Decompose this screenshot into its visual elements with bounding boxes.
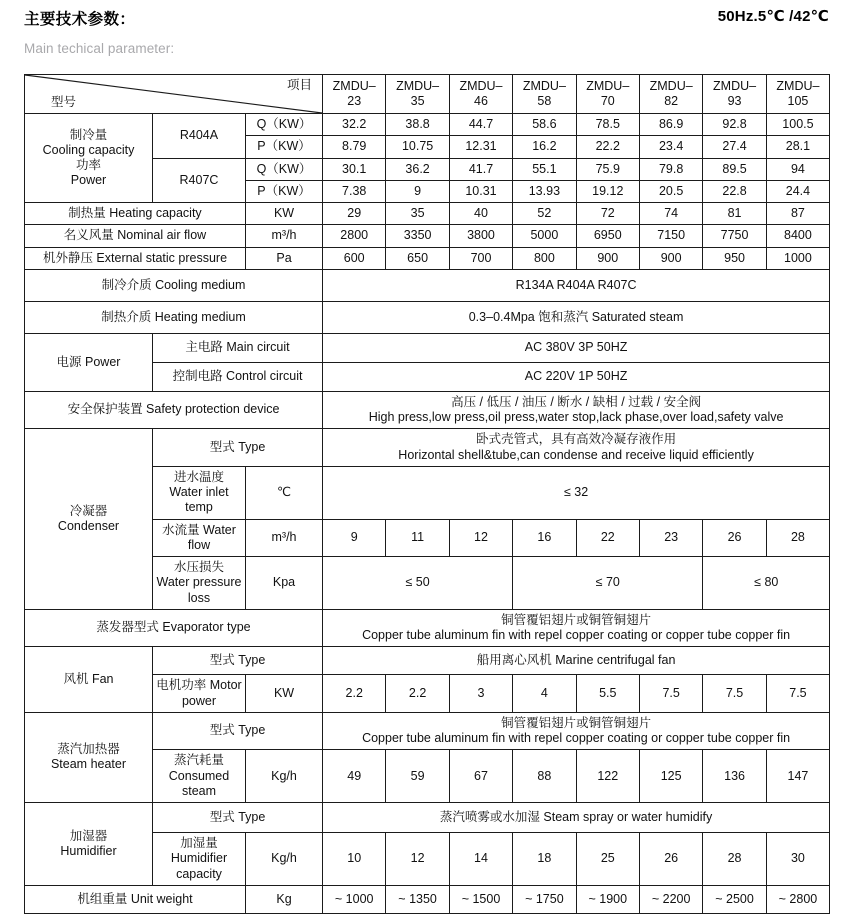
unit-q-kw: Q（KW） (246, 158, 323, 180)
table-row-fan-type (25, 647, 830, 675)
consumed-steam-cn: 蒸汽耗量 (173, 753, 224, 768)
cell-humid-8: 30 (766, 833, 829, 886)
consumed-steam-label (153, 750, 246, 803)
model-number: 82 (664, 94, 679, 108)
cell-r407c-p-1: 7.38 (323, 180, 386, 202)
cell-weight-8: ~ 2800 (766, 885, 829, 913)
cell-steam-6: 125 (639, 750, 702, 803)
pressure-loss-unit: Kpa (246, 557, 323, 610)
cell-esp-7: 950 (703, 247, 766, 269)
humidifier-cn: 加湿器 (69, 828, 108, 843)
cell-r407c-p-8: 24.4 (766, 180, 829, 202)
water-flow-label: 水流量 Water flow (153, 519, 246, 557)
cell-esp-8: 1000 (766, 247, 829, 269)
cell-waterflow-1: 9 (323, 519, 386, 557)
table-row-air-flow (25, 225, 830, 247)
motor-power-label: 电机功率 Motor power (153, 675, 246, 713)
cell-steam-4: 88 (513, 750, 576, 803)
copper-fin-cn: 铜管覆铝翅片或铜管铜翅片 (501, 715, 652, 730)
main-circuit-value: AC 380V 3P 50HZ (323, 333, 830, 362)
humidifier-type-value: 蒸汽喷雾或水加湿 Steam spray or water humidify (323, 803, 830, 833)
heating-capacity-unit: KW (246, 203, 323, 225)
operating-condition-label: 50Hz.5℃ /42℃ (717, 8, 829, 25)
cell-r404a-p-8: 28.1 (766, 136, 829, 158)
cell-motor-2: 2.2 (386, 675, 449, 713)
evaporator-type-label: 蒸发器型式 Evaporator type (25, 609, 323, 647)
pressure-loss-label (153, 557, 246, 610)
cell-motor-8: 7.5 (766, 675, 829, 713)
cell-r407c-p-7: 22.8 (703, 180, 766, 202)
steam-heater-type-label: 型式 Type (153, 712, 323, 750)
steam-heater-type-value (323, 712, 830, 750)
cell-steam-8: 147 (766, 750, 829, 803)
cell-weight-3: ~ 1500 (449, 885, 512, 913)
copper-fin-en: Copper tube aluminum fin with repel copper coating or copper tube copper fin (362, 628, 791, 642)
cell-airflow-4: 5000 (513, 225, 576, 247)
cell-r407c-q-1: 30.1 (323, 158, 386, 180)
page-header (24, 0, 829, 37)
pressure-loss-group-1: ≤ 50 (323, 557, 513, 610)
model-header-1 (323, 75, 386, 114)
table-row-cooling-medium (25, 269, 830, 301)
cell-airflow-6: 7150 (639, 225, 702, 247)
cell-steam-1: 49 (323, 750, 386, 803)
air-flow-label: 名义风量 Nominal air flow (25, 225, 246, 247)
cell-weight-5: ~ 1900 (576, 885, 639, 913)
steam-heater-cn: 蒸汽加热器 (57, 742, 120, 757)
air-flow-unit: m³/h (246, 225, 323, 247)
cell-waterflow-4: 16 (513, 519, 576, 557)
pressure-loss-en: Water pressure loss (156, 575, 242, 605)
cell-r407c-p-6: 20.5 (639, 180, 702, 202)
water-inlet-unit: ℃ (246, 466, 323, 519)
condenser-label-cn: 冷凝器 (69, 503, 108, 518)
cell-r407c-p-3: 10.31 (449, 180, 512, 202)
copper-fin-en: Copper tube aluminum fin with repel copper coating or copper tube copper fin (362, 731, 791, 745)
heating-medium-value: 0.3–0.4Mpa 饱和蒸汽 Saturated steam (323, 301, 830, 333)
consumed-steam-unit: Kg/h (246, 750, 323, 803)
fan-type-label: 型式 Type (153, 647, 323, 675)
table-row-condenser-type (25, 429, 830, 467)
cell-heating-5: 72 (576, 203, 639, 225)
cell-r404a-q-1: 32.2 (323, 114, 386, 136)
column-axis-label: 项目 (287, 78, 313, 92)
cell-esp-2: 650 (386, 247, 449, 269)
table-row-humidifier-type (25, 803, 830, 833)
unit-weight-unit: Kg (246, 885, 323, 913)
table-row-safety-protection (25, 391, 830, 429)
water-flow-unit: m³/h (246, 519, 323, 557)
cell-heating-4: 52 (513, 203, 576, 225)
main-circuit-label: 主电路 Main circuit (153, 333, 323, 362)
cell-waterflow-5: 22 (576, 519, 639, 557)
cell-r407c-q-7: 89.5 (703, 158, 766, 180)
cell-waterflow-7: 26 (703, 519, 766, 557)
cell-airflow-7: 7750 (703, 225, 766, 247)
cell-airflow-2: 3350 (386, 225, 449, 247)
table-header-row (25, 75, 830, 114)
steam-heater-en: Steam heater (50, 757, 127, 772)
power-group-label: 电源 Power (25, 333, 153, 391)
control-circuit-value: AC 220V 1P 50HZ (323, 362, 830, 391)
cell-r407c-q-5: 75.9 (576, 158, 639, 180)
model-header-6 (639, 75, 702, 114)
cell-steam-7: 136 (703, 750, 766, 803)
model-number: 93 (727, 94, 742, 108)
heating-medium-label: 制热介质 Heating medium (25, 301, 323, 333)
cell-esp-5: 900 (576, 247, 639, 269)
model-number: 58 (537, 94, 552, 108)
cell-r404a-q-4: 58.6 (513, 114, 576, 136)
table-row-heating-capacity (25, 203, 830, 225)
table-row-static-pressure (25, 247, 830, 269)
cell-r407c-p-4: 13.93 (513, 180, 576, 202)
humidifier-capacity-label (153, 833, 246, 886)
cell-esp-3: 700 (449, 247, 512, 269)
label-en-2: Power (70, 173, 107, 188)
condenser-type-cn: 卧式壳管式，具有高效冷凝存液作用 (476, 432, 677, 447)
cell-motor-6: 7.5 (639, 675, 702, 713)
model-number: 23 (347, 94, 362, 108)
cell-airflow-1: 2800 (323, 225, 386, 247)
table-row-r404a-q (25, 114, 830, 136)
model-prefix: ZMDU– (459, 78, 503, 93)
model-header-3 (449, 75, 512, 114)
cell-weight-7: ~ 2500 (703, 885, 766, 913)
model-prefix: ZMDU– (649, 78, 693, 93)
cell-weight-6: ~ 2200 (639, 885, 702, 913)
consumed-steam-en: Consumed steam (168, 768, 230, 798)
table-row-steam-heater-type (25, 712, 830, 750)
cell-esp-1: 600 (323, 247, 386, 269)
water-inlet-value: ≤ 32 (323, 466, 830, 519)
row-axis-label: 型号 (51, 94, 77, 109)
cell-motor-1: 2.2 (323, 675, 386, 713)
cooling-capacity-group-label (25, 114, 153, 203)
cell-humid-1: 10 (323, 833, 386, 886)
cooling-medium-value: R134A R404A R407C (323, 269, 830, 301)
cell-r404a-q-8: 100.5 (766, 114, 829, 136)
cell-heating-7: 81 (703, 203, 766, 225)
safety-protection-value (323, 391, 830, 429)
fan-type-value: 船用离心风机 Marine centrifugal fan (323, 647, 830, 675)
cell-heating-1: 29 (323, 203, 386, 225)
fan-group-label: 风机 Fan (25, 647, 153, 713)
water-inlet-cn: 进水温度 (173, 469, 224, 484)
cell-r404a-p-3: 12.31 (449, 136, 512, 158)
cell-steam-3: 67 (449, 750, 512, 803)
model-prefix: ZMDU– (776, 78, 820, 93)
humidifier-capacity-en: Humidifier capacity (170, 851, 228, 881)
cell-r404a-p-1: 8.79 (323, 136, 386, 158)
technical-parameter-table (24, 74, 830, 914)
humidifier-type-label: 型式 Type (153, 803, 323, 833)
pressure-loss-cn: 水压损失 (173, 560, 224, 574)
humidifier-en: Humidifier (60, 843, 117, 858)
cell-r407c-q-3: 41.7 (449, 158, 512, 180)
humidifier-capacity-unit: Kg/h (246, 833, 323, 886)
cell-r404a-p-6: 23.4 (639, 136, 702, 158)
water-inlet-en: Water inlet temp (169, 485, 229, 515)
static-pressure-unit: Pa (246, 247, 323, 269)
humidifier-group-label (25, 803, 153, 886)
unit-p-kw: P（KW） (246, 180, 323, 202)
model-header-7 (703, 75, 766, 114)
model-prefix: ZMDU– (332, 78, 376, 93)
cell-heating-3: 40 (449, 203, 512, 225)
cell-steam-2: 59 (386, 750, 449, 803)
cell-r404a-q-5: 78.5 (576, 114, 639, 136)
model-number: 70 (600, 94, 615, 108)
cell-motor-3: 3 (449, 675, 512, 713)
condenser-type-value (323, 429, 830, 467)
model-header-4 (513, 75, 576, 114)
cell-r404a-p-2: 10.75 (386, 136, 449, 158)
label-en-1: Cooling capacity (42, 142, 135, 157)
cell-weight-2: ~ 1350 (386, 885, 449, 913)
unit-p-kw: P（KW） (246, 136, 323, 158)
model-prefix: ZMDU– (713, 78, 757, 93)
cell-r407c-q-2: 36.2 (386, 158, 449, 180)
cell-r404a-q-6: 86.9 (639, 114, 702, 136)
model-header-8 (766, 75, 829, 114)
cell-r404a-q-3: 44.7 (449, 114, 512, 136)
refrigerant-r407c-label: R407C (153, 158, 246, 203)
cell-humid-4: 18 (513, 833, 576, 886)
cell-airflow-5: 6950 (576, 225, 639, 247)
cell-weight-4: ~ 1750 (513, 885, 576, 913)
condenser-type-en: Horizontal shell&tube,can condense and receive liquid efficiently (398, 447, 754, 462)
model-prefix: ZMDU– (586, 78, 630, 93)
cell-r404a-q-7: 92.8 (703, 114, 766, 136)
refrigerant-r404a-label: R404A (153, 114, 246, 159)
cell-r407c-q-6: 79.8 (639, 158, 702, 180)
cell-r407c-q-8: 94 (766, 158, 829, 180)
model-header-2 (386, 75, 449, 114)
pressure-loss-group-2: ≤ 70 (513, 557, 703, 610)
model-number: 105 (787, 94, 809, 108)
humidifier-capacity-cn: 加湿量 (180, 836, 218, 850)
cell-heating-2: 35 (386, 203, 449, 225)
condenser-type-label: 型式 Type (153, 429, 323, 467)
cell-humid-3: 14 (449, 833, 512, 886)
corner-header-cell (25, 75, 323, 114)
safety-value-en: High press,low press,oil press,water stop,lack phase,over load,safety valve (368, 410, 784, 424)
cell-r404a-p-4: 16.2 (513, 136, 576, 158)
table-row-main-circuit (25, 333, 830, 362)
label-cn-1: 制冷量 (69, 127, 108, 142)
cell-r407c-p-5: 19.12 (576, 180, 639, 202)
unit-q-kw: Q（KW） (246, 114, 323, 136)
cell-humid-7: 28 (703, 833, 766, 886)
cell-heating-6: 74 (639, 203, 702, 225)
cell-weight-1: ~ 1000 (323, 885, 386, 913)
cell-waterflow-6: 23 (639, 519, 702, 557)
cell-r404a-p-5: 22.2 (576, 136, 639, 158)
copper-fin-cn: 铜管覆铝翅片或铜管铜翅片 (501, 612, 652, 627)
cell-humid-2: 12 (386, 833, 449, 886)
unit-weight-label: 机组重量 Unit weight (25, 885, 246, 913)
label-cn-2: 功率 (75, 158, 101, 172)
cell-humid-6: 26 (639, 833, 702, 886)
model-header-5 (576, 75, 639, 114)
cell-airflow-8: 8400 (766, 225, 829, 247)
page-title: 主要技术参数： (24, 11, 136, 28)
cell-motor-7: 7.5 (703, 675, 766, 713)
cell-waterflow-3: 12 (449, 519, 512, 557)
cell-motor-4: 4 (513, 675, 576, 713)
safety-value-cn: 高压 / 低压 / 油压 / 断水 / 缺相 / 过载 / 安全阀 (451, 394, 702, 409)
cell-esp-6: 900 (639, 247, 702, 269)
table-row-unit-weight (25, 885, 830, 913)
model-number: 46 (474, 94, 488, 108)
cell-waterflow-2: 11 (386, 519, 449, 557)
water-inlet-label (153, 466, 246, 519)
cell-r404a-p-7: 27.4 (703, 136, 766, 158)
control-circuit-label: 控制电路 Control circuit (153, 362, 323, 391)
table-row-evaporator-type (25, 609, 830, 647)
cell-r407c-p-2: 9 (386, 180, 449, 202)
heating-capacity-label: 制热量 Heating capacity (25, 203, 246, 225)
cell-r407c-q-4: 55.1 (513, 158, 576, 180)
condenser-label-en: Condenser (57, 519, 120, 533)
model-number: 35 (410, 94, 425, 108)
cell-airflow-3: 3800 (449, 225, 512, 247)
condenser-group-label (25, 429, 153, 610)
cell-steam-5: 122 (576, 750, 639, 803)
cooling-medium-label: 制冷介质 Cooling medium (25, 269, 323, 301)
motor-power-unit: KW (246, 675, 323, 713)
safety-protection-label: 安全保护装置 Safety protection device (25, 391, 323, 429)
cell-humid-5: 25 (576, 833, 639, 886)
cell-heating-8: 87 (766, 203, 829, 225)
cell-r404a-q-2: 38.8 (386, 114, 449, 136)
model-prefix: ZMDU– (522, 78, 566, 93)
evaporator-type-value (323, 609, 830, 647)
cell-motor-5: 5.5 (576, 675, 639, 713)
table-row-heating-medium (25, 301, 830, 333)
pressure-loss-group-3: ≤ 80 (703, 557, 830, 610)
steam-heater-group-label (25, 712, 153, 802)
cell-esp-4: 800 (513, 247, 576, 269)
cell-waterflow-8: 28 (766, 519, 829, 557)
static-pressure-label: 机外静压 External static pressure (25, 247, 246, 269)
model-prefix: ZMDU– (396, 78, 440, 93)
page-subtitle: Main techical parameter: (24, 41, 175, 56)
